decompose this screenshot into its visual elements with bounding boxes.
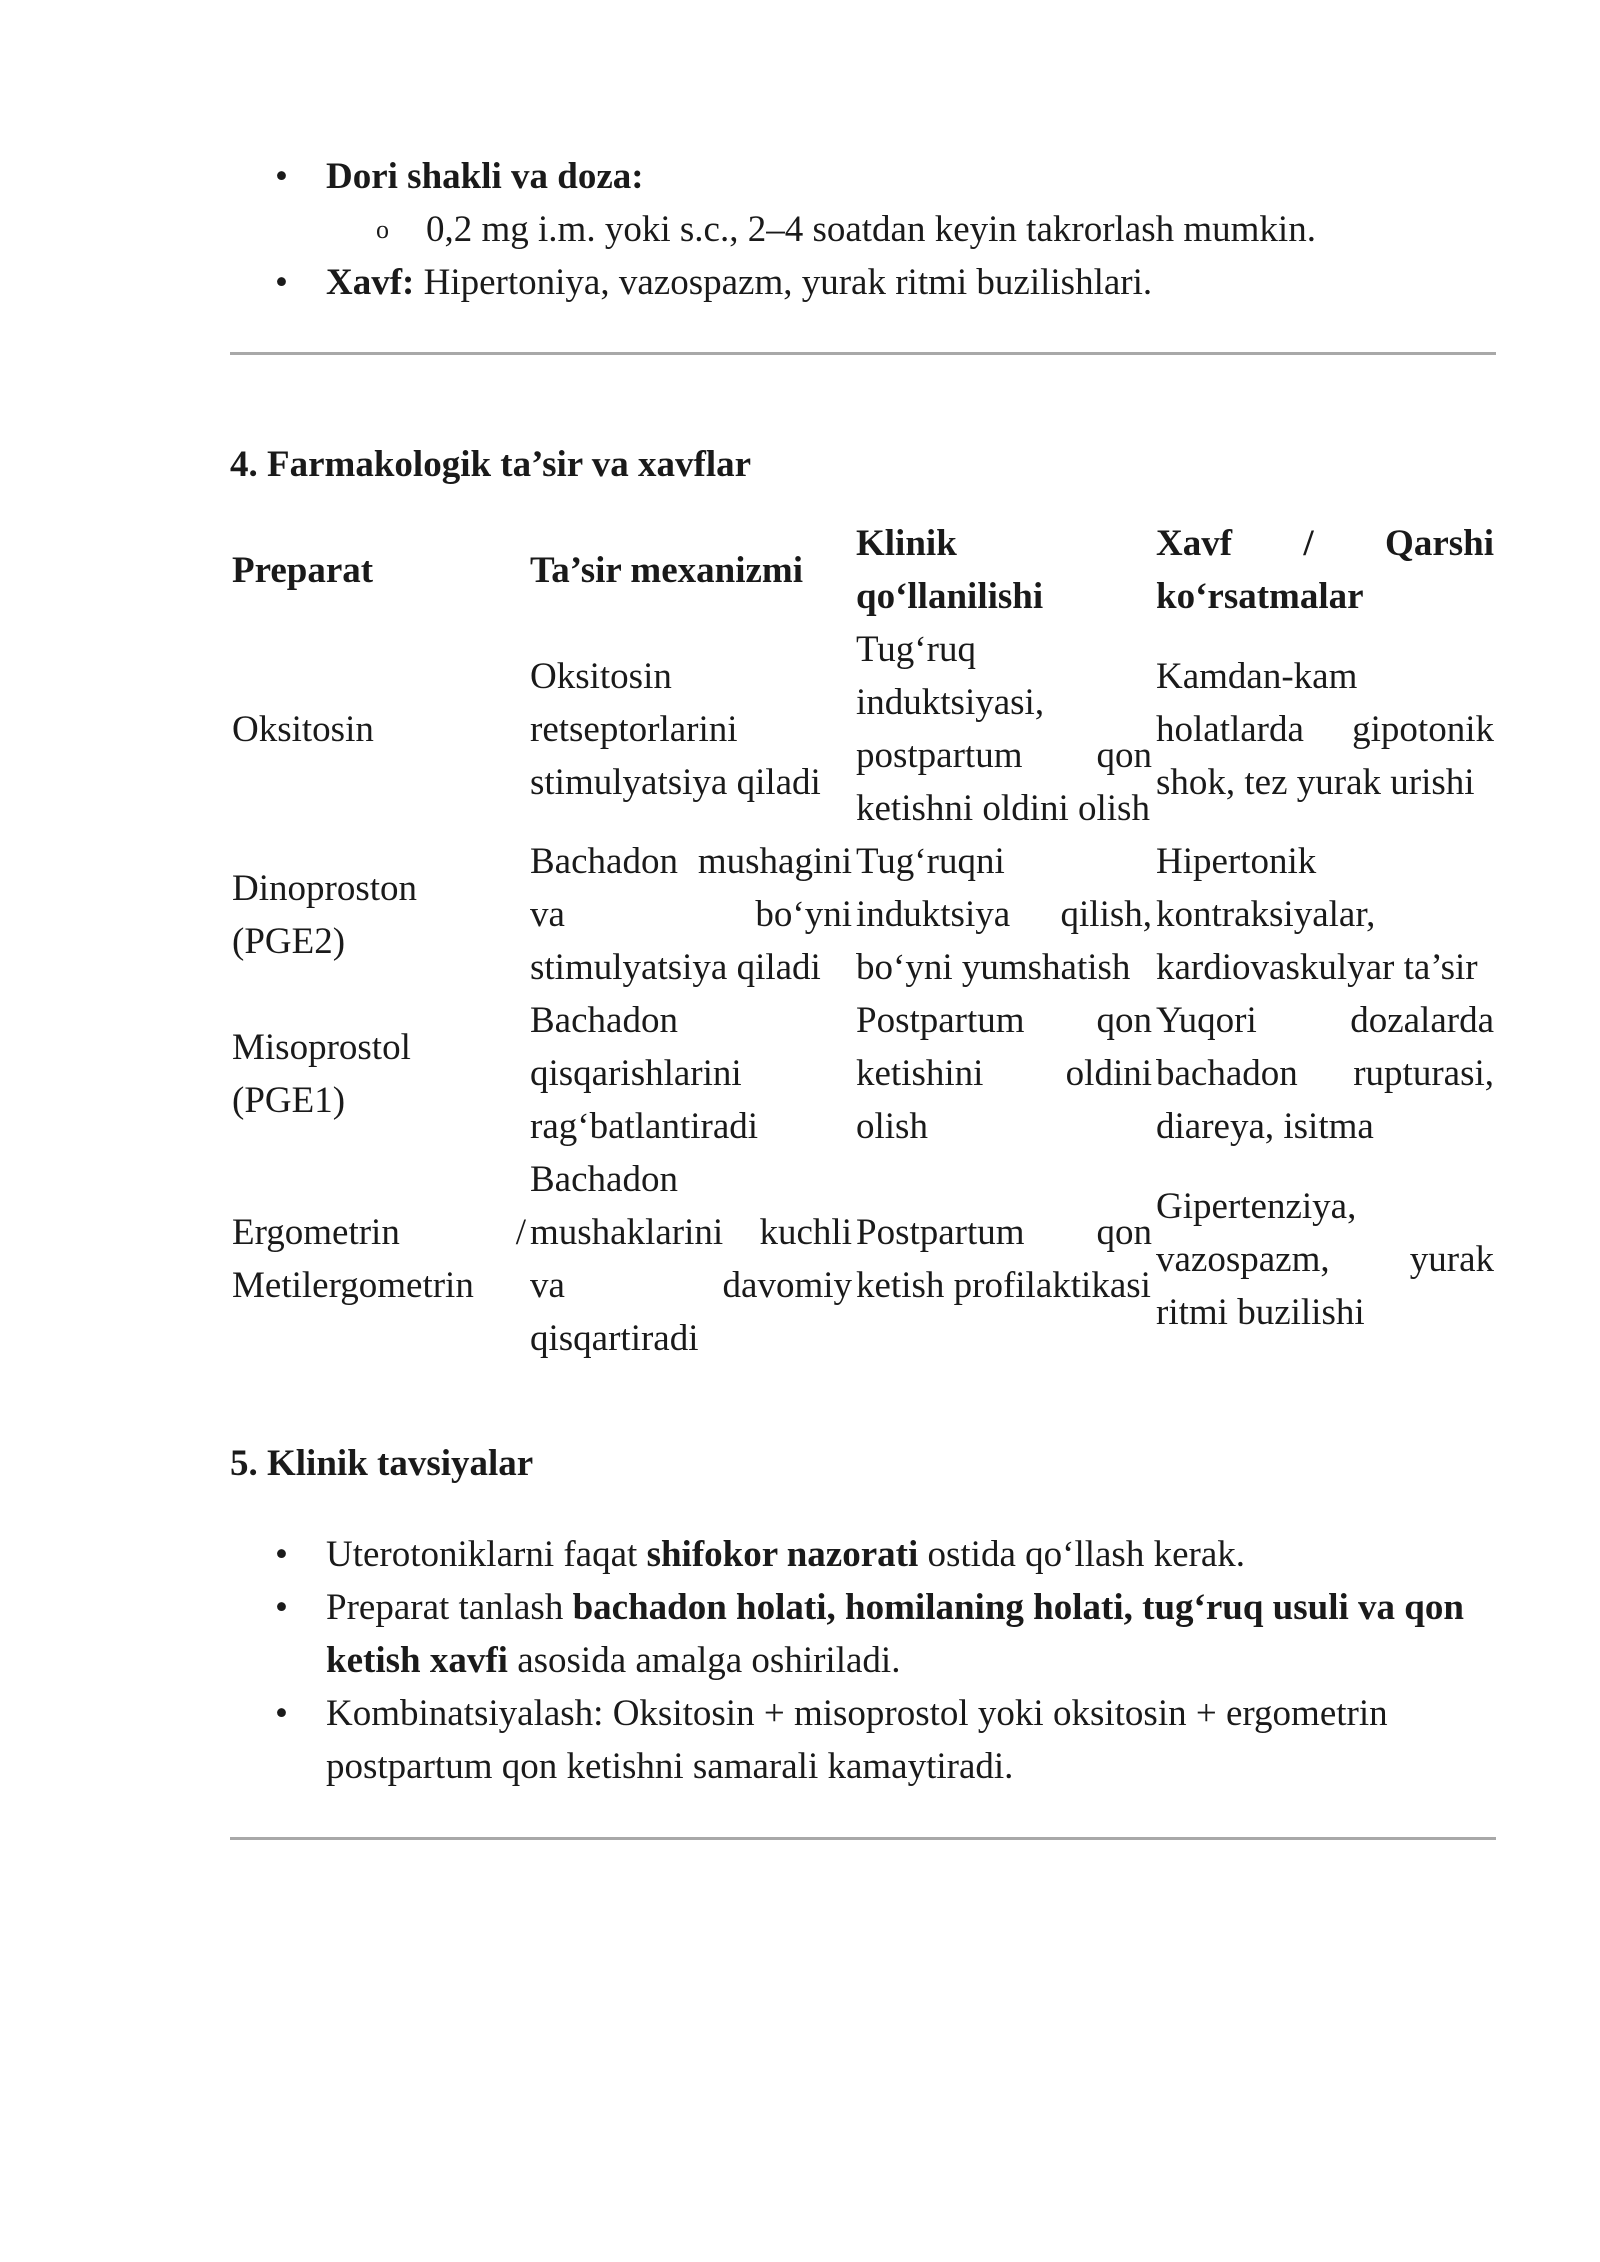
- table-row: [230, 1153, 1496, 1365]
- rec-2-pre: Preparat tanlash: [326, 1587, 573, 1628]
- risk-text: Hipertoniya, vazospazm, yurak ritmi buzilishlari.: [414, 262, 1153, 303]
- cell-preparat: Ergometrin / Metilergometrin: [232, 1212, 526, 1306]
- cell-risk: Hipertonik kontraksiyalar, kardiovaskulyar ta’sir: [1156, 841, 1478, 988]
- header-clinical-use: Klinik qo‘llanilishi: [856, 523, 1044, 617]
- divider: [230, 1837, 1496, 1840]
- table-row: [230, 835, 1496, 994]
- divider: [230, 352, 1496, 355]
- cell-clinical-use: Postpartum qon ketishini oldini olish: [856, 1000, 1152, 1147]
- list-item: [230, 1528, 1496, 1581]
- cell-mechanism: Bachadon mushaklarini kuchli va davomiy qisqartiradi: [530, 1159, 852, 1359]
- cell-risk: Gipertenziya, vazospazm, yurak ritmi buzilishi: [1156, 1185, 1494, 1333]
- cell-clinical-use: Postpartum qon ketish profilaktikasi: [856, 1212, 1152, 1306]
- cell-preparat: Oksitosin: [232, 708, 374, 750]
- list-item: [230, 256, 1496, 309]
- header-preparat: Preparat: [232, 549, 374, 591]
- list-item: [230, 1687, 1496, 1793]
- cell-preparat: Misoprostol (PGE1): [232, 1026, 411, 1121]
- cell-risk: Yuqori dozalarda bachadon rupturasi, diareya, isitma: [1156, 1000, 1494, 1147]
- list-item: [230, 150, 1496, 256]
- rec-2-bold: bachadon holati, homilaning holati, tug‘ruq usuli va qon ketish xavfi: [326, 1587, 1464, 1681]
- pharmacology-table: [230, 517, 1496, 1365]
- cell-clinical-use: Tug‘ruq induktsiyasi, postpartum qon ketishni oldini olish: [856, 629, 1152, 829]
- cell-clinical-use: Tug‘ruqni induktsiya qilish, bo‘yni yumshatish: [856, 841, 1152, 988]
- cell-mechanism: Bachadon qisqarishlarini rag‘batlantiradi: [530, 1000, 759, 1147]
- rec-1-pre: Uterotoniklarni faqat: [326, 1534, 647, 1575]
- document-page: [230, 150, 1496, 1840]
- header-risk: Xavf / Qarshi ko‘rsatmalar: [1156, 523, 1494, 617]
- recommendations-list: [230, 1528, 1496, 1793]
- table-row: [230, 994, 1496, 1153]
- section-4-title: 4. Farmakologik ta’sir va xavflar: [230, 444, 752, 485]
- cell-mechanism: Bachadon mushagini va bo‘yni stimulyatsiya qiladi: [530, 841, 852, 988]
- rec-3-text: Kombinatsiyalash: Oksitosin + misoprostol yoki oksitosin + ergometrin postpartum qon ketishni samarali kamaytiradi.: [326, 1693, 1388, 1787]
- dose-subitem: o 0,2 mg i.m. yoki s.c., 2–4 soatdan keyin takrorlash mumkin.: [230, 203, 1496, 256]
- table-row: [230, 623, 1496, 835]
- header-mechanism: Ta’sir mexanizmi: [530, 549, 804, 591]
- cell-preparat: Dinoproston (PGE2): [232, 867, 417, 962]
- rec-1-post: ostida qo‘llash kerak.: [918, 1534, 1245, 1575]
- dose-list: [230, 150, 1496, 309]
- dose-sublist: [326, 203, 1496, 256]
- cell-mechanism: Oksitosin retseptorlarini stimulyatsiya qiladi: [530, 655, 821, 803]
- cell-risk: Kamdan-kam holatlarda gipotonik shok, tez yurak urishi: [1156, 655, 1494, 803]
- risk-label: Xavf:: [326, 262, 415, 303]
- dose-label: Dori shakli va doza:: [326, 156, 644, 197]
- section-5-title: 5. Klinik tavsiyalar: [230, 1443, 534, 1484]
- table-header-row: [230, 517, 1496, 623]
- list-item: [230, 1581, 1496, 1687]
- rec-2-post: asosida amalga oshiriladi.: [507, 1640, 901, 1681]
- rec-1-bold: shifokor nazorati: [646, 1534, 919, 1575]
